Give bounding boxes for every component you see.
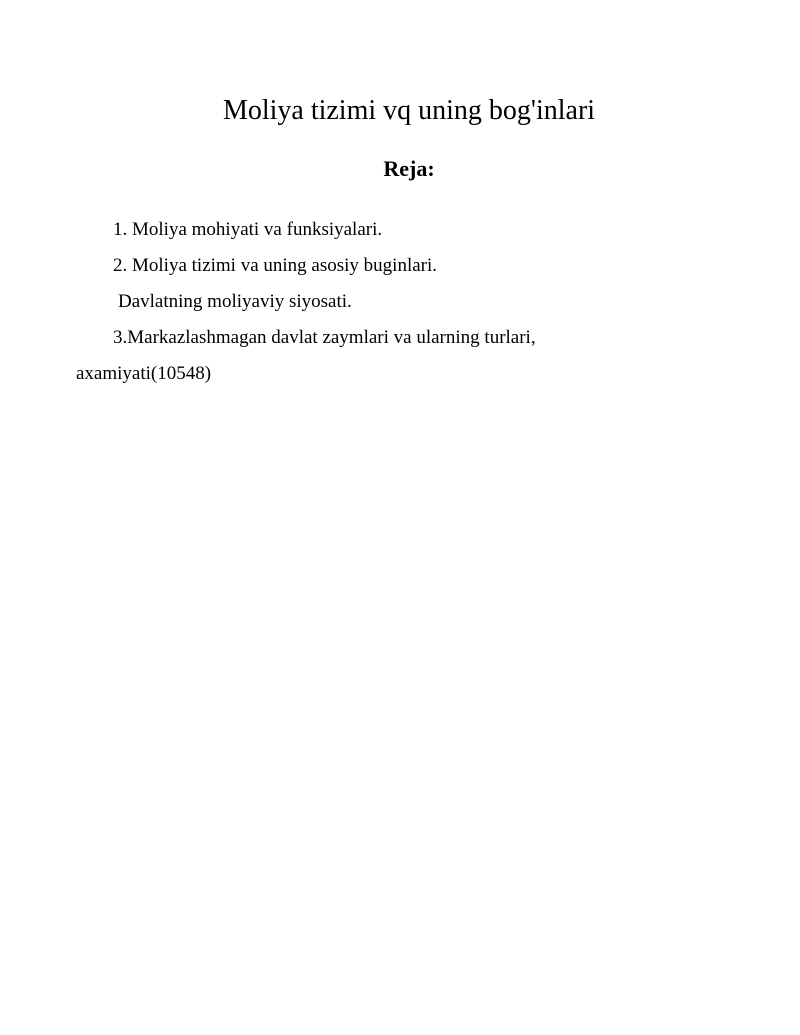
plan-heading: Reja: bbox=[383, 156, 435, 181]
plan-item-1: 1. Moliya mohiyati va funksiyalari. bbox=[113, 219, 383, 240]
plan-item-2: 2. Moliya tizimi va uning asosiy buginlari. bbox=[113, 255, 438, 276]
plan-item-3: 3.Markazlashmagan davlat zaymlari va ularning turlari, bbox=[113, 327, 536, 348]
document-title: Moliya tizimi vq uning bog'inlari bbox=[222, 95, 596, 126]
plan-item-3-continuation: axamiyati(10548) bbox=[76, 363, 212, 384]
plan-item-2-continuation: Davlatning moliyaviy siyosati. bbox=[118, 291, 352, 312]
plan-list bbox=[76, 212, 736, 392]
